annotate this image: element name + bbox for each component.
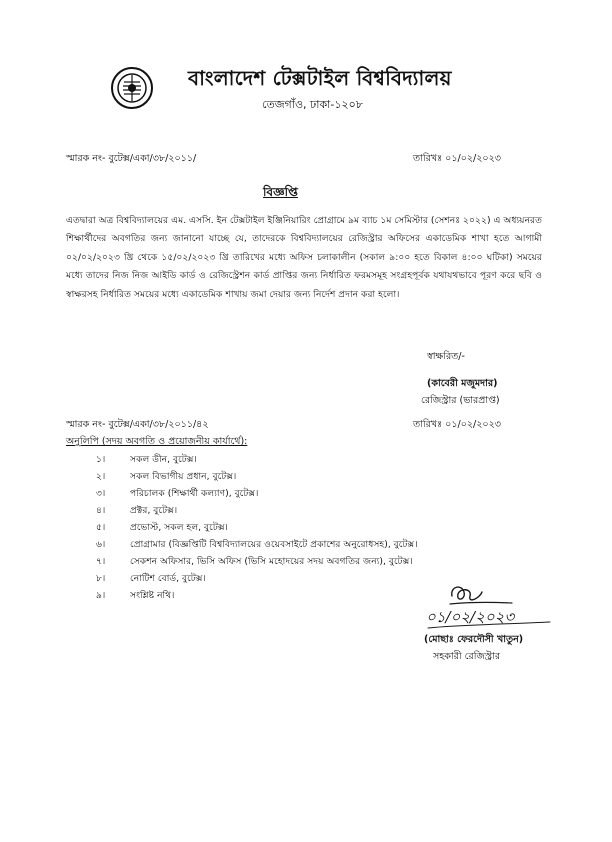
list-item — [96, 571, 418, 588]
list-item — [96, 469, 418, 486]
list-item-number: ৪। — [96, 505, 106, 516]
list-item — [96, 520, 418, 537]
copy-recipient-list — [96, 452, 418, 605]
handwritten-date: ০১/০২/২০২৩ — [426, 608, 515, 626]
list-item — [96, 452, 418, 469]
notice-title: বিজ্ঞপ্তি — [263, 185, 298, 199]
list-item — [96, 554, 418, 571]
copy-memo-date: তারিখঃ ০১/০২/২০২৩ — [413, 419, 501, 430]
assistant-registrar-designation: সহকারী রেজিস্ট্রার — [433, 651, 501, 662]
signed-note: স্বাক্ষরিত/- — [427, 351, 465, 362]
list-item — [96, 503, 418, 520]
list-item — [96, 588, 418, 605]
list-item-number: ৫। — [96, 522, 106, 533]
memo-date: তারিখঃ ০১/০২/২০২৩ — [413, 153, 501, 164]
list-item-text: সেকশন অফিসার, ভিসি অফিস (ভিসি মহোদয়ের সদয় অবগতির জন্য), বুটেক্স। — [130, 556, 413, 567]
list-item-text: প্রভোস্ট, সকল হল, বুটেক্স। — [130, 522, 228, 533]
university-address: তেজগাঁও, ঢাকা-১২০৮ — [262, 98, 363, 111]
list-item-text: সকল ডীন, বুটেক্স। — [130, 454, 197, 465]
list-item-text: পরিচালক (শিক্ষার্থী কল্যাণ), বুটেক্স। — [130, 488, 259, 499]
copy-heading: অনুলিপি (সদয় অবগতি ও প্রয়োজনীয় কার্যার্থে): — [66, 436, 248, 447]
list-item-text: প্রোগ্রামার (বিজ্ঞপ্তিটি বিশ্ববিদ্যালয়ের ওয়েবসাইটে প্রকাশের অনুরোধসহ), বুটেক্স। — [130, 539, 418, 550]
university-name: বাংলাদেশ টেক্সটাইল বিশ্ববিদ্যালয় — [188, 66, 452, 90]
copy-memo-number: স্মারক নং- বুটেক্স/একা/৩৮/২০১১/৪২ — [66, 419, 209, 430]
list-item-number: ৭। — [96, 556, 106, 567]
assistant-registrar-name: (মোছাঃ ফেরদৌসী খাতুন) — [424, 634, 524, 645]
list-item-number: ৩। — [96, 488, 106, 499]
registrar-name: (কাবেরী মজুমদার) — [427, 378, 498, 389]
list-item-number: ২। — [96, 471, 106, 482]
memo-number: স্মারক নং- বুটেক্স/একা/৩৮/২০১১/ — [66, 153, 197, 164]
list-item-number: ৬। — [96, 539, 106, 550]
list-item-text: সংশ্লিষ্ট নথি। — [130, 590, 175, 601]
university-seal-icon — [110, 66, 154, 110]
list-item — [96, 486, 418, 503]
list-item-number: ৯। — [96, 590, 106, 601]
list-item — [96, 537, 418, 554]
notice-body: এতদ্বারা অত্র বিশ্ববিদ্যালয়ের এম. এসসি. ইন টেক্সটাইল ইঞ্জিনিয়ারিং প্রোগ্রামে ৯ম ব্যাচ ১ম সেমিস্টার (সেশনঃ ২০২২) এ অধ্যয়নরত শিক্ষার্থীদের অবগতির জন্য জানানো যাচ্ছে যে, তাদেরকে বিশ্ববিদ্যালয়ের রেজিস্ট্রার অফিসের একাডেমিক শাখা হতে আগামী ০২/০২/২০২৩ খ্রি থেকে ১৫/০২/২০২৩ খ্রি তারিখের মধ্যে অফিস চলাকালীন (সকাল ৯:০০ হতে বিকাল ৪:০০ ঘটিকা) সময়ের মধ্যে তাদের নিজ নিজ আইডি কার্ড ও রেজিস্ট্রেশন কার্ড প্রাপ্তির জন্য নির্ধারিত ফরমসমূহ সংগ্রহপূর্বক যথাযথভাবে পূরণ করে ছবি ও স্বাক্ষরসহ নির্ধারিত সময়ের মধ্যে একাডেমিক শাখায় জমা দেয়ার জন্য নির্দেশ প্রদান করা হলো। — [66, 215, 542, 300]
list-item-text: নোটিশ বোর্ড, বুটেক্স। — [130, 573, 206, 584]
list-item-number: ১। — [96, 454, 106, 465]
list-item-text: প্রক্টর, বুটেক্স। — [130, 505, 178, 516]
list-item-number: ৮। — [96, 573, 106, 584]
list-item-text: সকল বিভাগীয় প্রধান, বুটেক্স। — [130, 471, 237, 482]
registrar-designation: রেজিস্ট্রার (ভারপ্রাপ্ত) — [421, 395, 500, 406]
